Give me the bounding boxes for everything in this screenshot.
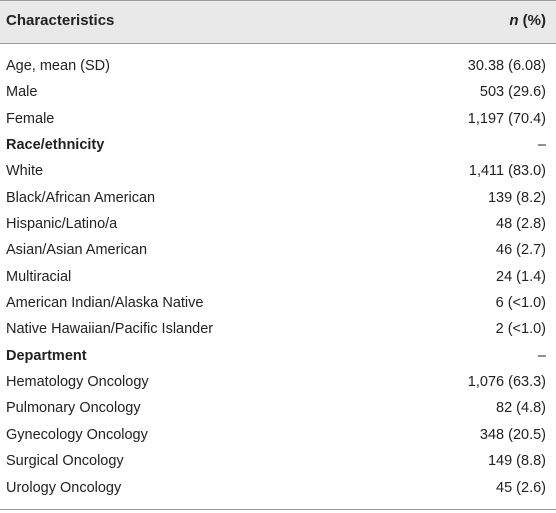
table-row — [0, 266, 556, 292]
row-value: 1,411 (83.0) — [468, 163, 546, 180]
table-row — [0, 424, 556, 450]
row-label: Male — [6, 84, 38, 101]
row-label: White — [6, 163, 44, 180]
table-row — [0, 81, 556, 107]
row-label: Black/African American — [6, 189, 156, 206]
table-header — [0, 0, 556, 44]
table-body — [0, 55, 556, 503]
row-value: 82 (4.8) — [496, 400, 546, 417]
row-label: Department — [6, 347, 87, 364]
row-label: Race/ethnicity — [6, 137, 105, 154]
row-value: 2 (<1.0) — [495, 321, 546, 338]
row-label: Multiracial — [6, 268, 72, 285]
row-value: 24 (1.4) — [496, 268, 546, 285]
row-value: 1,076 (63.3) — [467, 374, 546, 391]
row-value: 503 (29.6) — [479, 84, 546, 101]
table-bottom-rule — [0, 509, 556, 510]
row-label: Asian/Asian American — [6, 242, 148, 259]
header-n-percent — [509, 12, 546, 29]
row-label: Hispanic/Latino/a — [6, 216, 118, 233]
row-value: 1,197 (70.4) — [467, 110, 546, 127]
table-section-row — [0, 345, 556, 371]
row-label: Pulmonary Oncology — [6, 400, 141, 417]
row-value: – — [537, 137, 546, 154]
table-row — [0, 371, 556, 397]
table-row — [0, 213, 556, 239]
row-label: Gynecology Oncology — [6, 426, 148, 443]
table-row — [0, 108, 556, 134]
table-row — [0, 318, 556, 344]
row-value: 30.38 (6.08) — [467, 58, 546, 74]
row-value: 45 (2.6) — [496, 479, 546, 496]
table-row — [0, 160, 556, 186]
row-value: 348 (20.5) — [479, 426, 546, 443]
row-label: Native Hawaiian/Pacific Islander — [6, 321, 214, 338]
table-row — [0, 450, 556, 476]
row-label: Age, mean (SD) — [6, 58, 110, 74]
table-row — [0, 292, 556, 318]
table-row — [0, 477, 556, 503]
row-label: Hematology Oncology — [6, 374, 149, 391]
row-value: 48 (2.8) — [496, 216, 546, 233]
header-percent: (%) — [518, 12, 546, 29]
row-label: American Indian/Alaska Native — [6, 295, 204, 312]
header-characteristics: Characteristics — [6, 12, 115, 29]
table-row — [0, 187, 556, 213]
table-section-row — [0, 134, 556, 160]
row-label: Surgical Oncology — [6, 453, 124, 470]
row-value: 46 (2.7) — [496, 242, 546, 259]
row-label: Urology Oncology — [6, 479, 122, 496]
row-label: Female — [6, 110, 55, 127]
header-n-symbol: n — [509, 12, 519, 29]
table-row — [0, 55, 556, 81]
row-value: 6 (<1.0) — [495, 295, 546, 312]
row-value: 139 (8.2) — [487, 189, 546, 206]
table-row — [0, 397, 556, 423]
row-value: – — [537, 347, 546, 364]
row-value: 149 (8.8) — [487, 453, 546, 470]
table-row — [0, 239, 556, 265]
